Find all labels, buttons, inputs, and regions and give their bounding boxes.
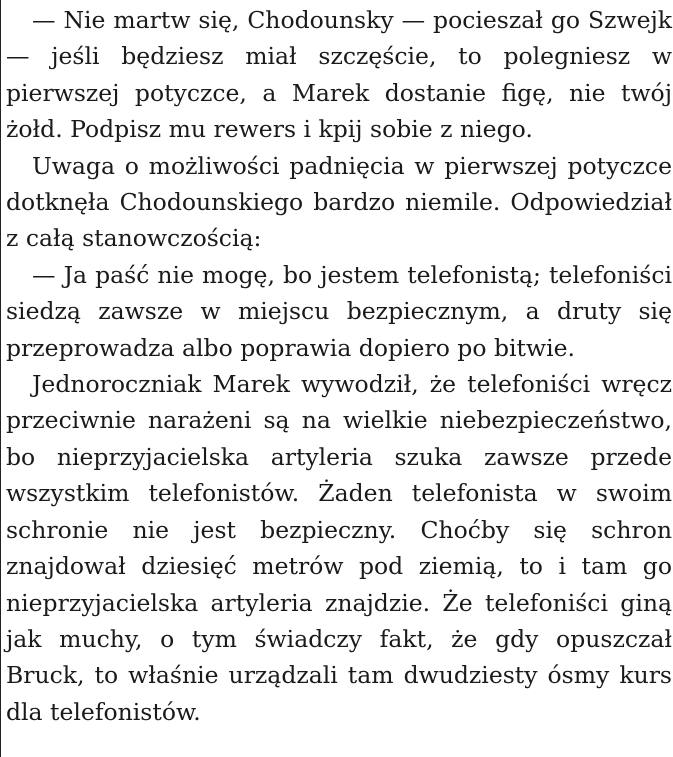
paragraph-4: Jednoroczniak Marek wywodził, że telefoniści wręcz przeciwnie narażeni są na wielkie niebezpieczeństwo, bo nieprzyjacielska artyleria szuka zawsze przede wszystkim telefonistów. Żaden telefonista w swoim schronie nie jest bezpieczny. Choćby się schron znajdował dziesięć metrów pod ziemią, to i tam go nieprzyjacielska artyleria znajdzie. Że telefoniści giną jak muchy, o tym świadczy fakt, że gdy opuszczał Bruck, to właśnie urządzali tam dwudziesty ósmy kurs dla telefonistów. [6,370,672,726]
paragraph-1: — Nie martw się, Chodounsky — pocieszał go Szwejk — jeśli będziesz miał szczęście, to polegniesz w pierwszej potyczce, a Marek dostanie figę, nie twój żołd. Podpisz mu rewers i kpij sobie z niego. [6,6,672,144]
paragraph-2: Uwaga o możliwości padnięcia w pierwszej potyczce dotknęła Chodounskiego bardzo niemile. Odpowiedział z całą stanowczością: [6,151,672,253]
text-body [6,2,672,730]
paragraph-3: — Ja paść nie mogę, bo jestem telefonistą; telefoniści siedzą zawsze w miejscu bezpiecznym, a druty się przeprowadza albo poprawia dopiero po bitwie. [6,260,672,362]
